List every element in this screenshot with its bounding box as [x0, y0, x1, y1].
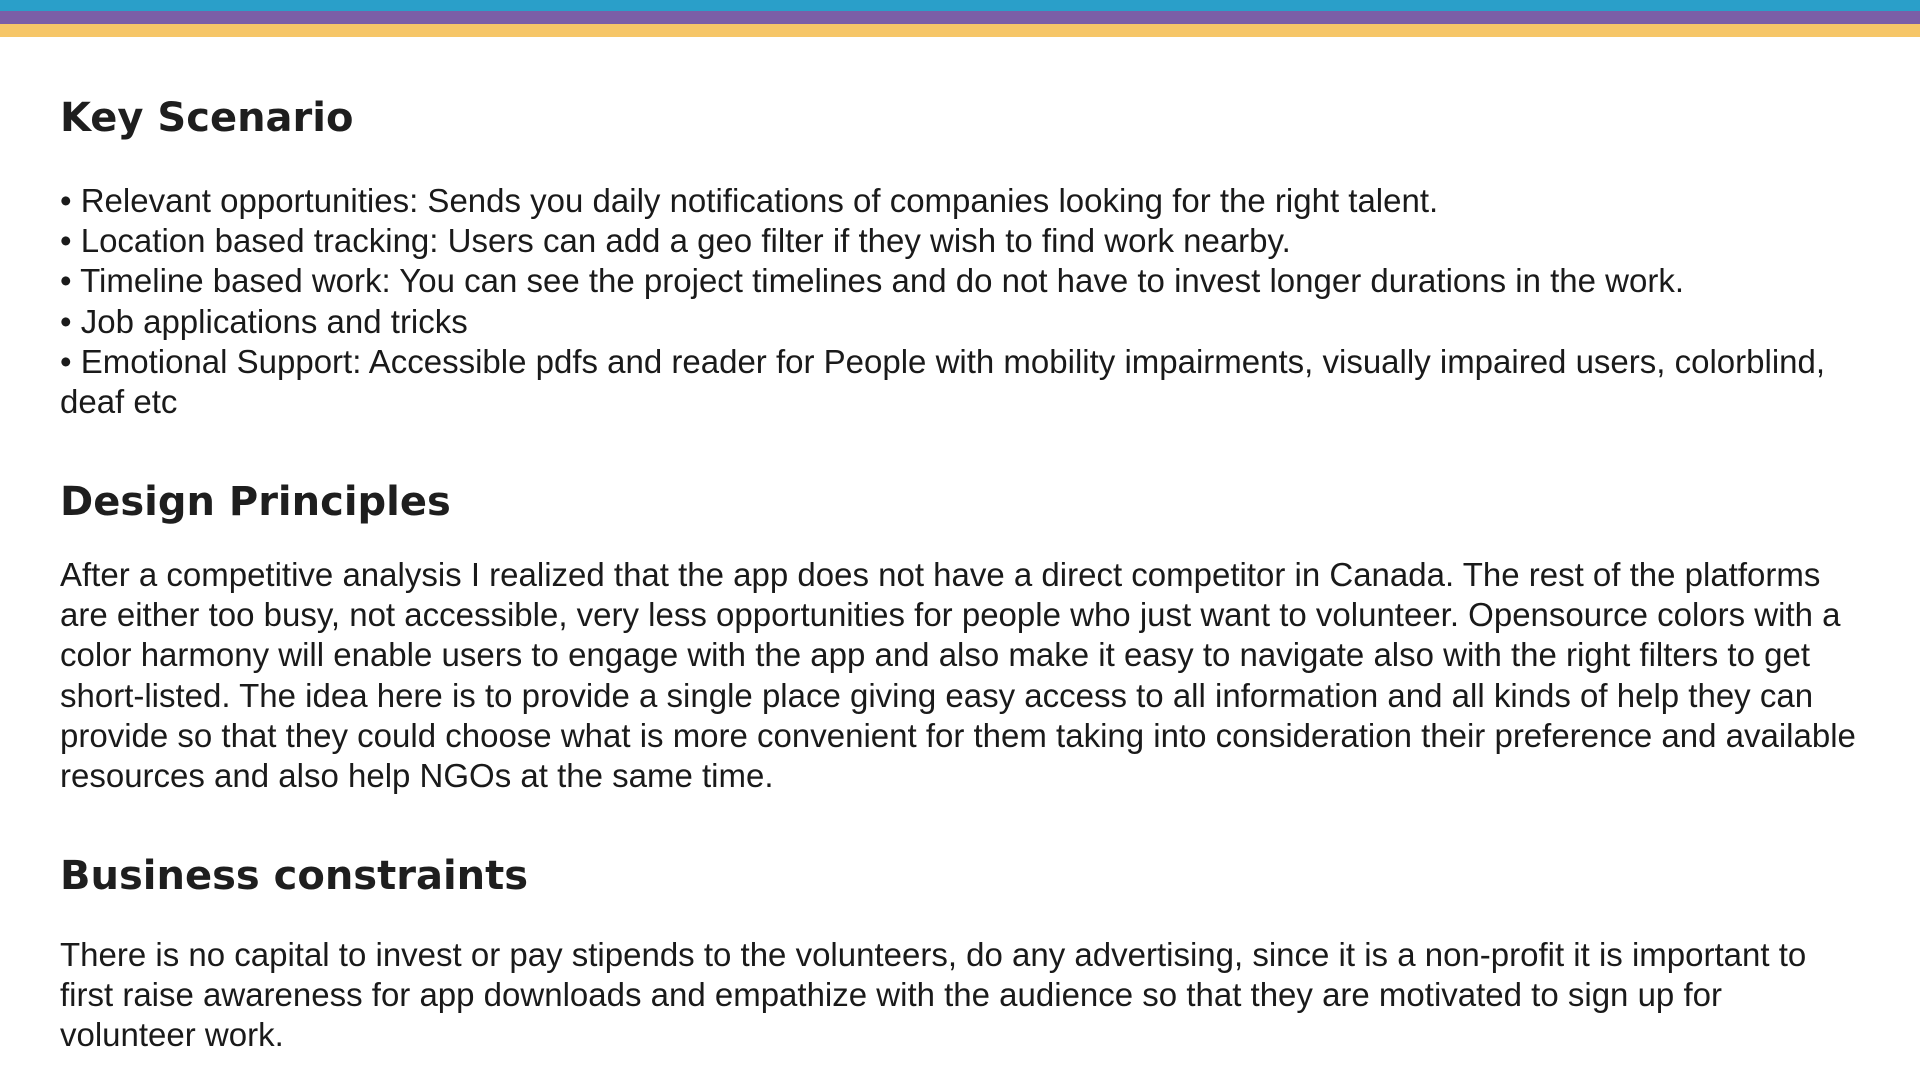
list-item: • Job applications and tricks [60, 302, 468, 340]
list-item: • Emotional Support: Accessible pdfs and reader for People with mobility impairments, visually impaired users, colorblind, deaf etc [60, 342, 1826, 421]
list-item: • Location based tracking: Users can add a geo filter if they wish to find work nearby. [60, 222, 1291, 260]
key-scenario-list [60, 181, 1870, 422]
business-constraints-paragraph: There is no capital to invest or pay stipends to the volunteers, do any advertising, since it is a non-profit it is important to first raise awareness for app downloads and empathize with the audience so that they are motivated to sign up for volunteer work. [60, 936, 1807, 1054]
design-principles-heading: Design Principles [60, 479, 451, 525]
list-item: • Timeline based work: You can see the project timelines and do not have to invest longer durations in the work. [60, 262, 1685, 300]
business-constraints-heading: Business constraints [60, 853, 529, 899]
stripe-purple [0, 11, 1920, 24]
decorative-top-stripes [0, 0, 1920, 37]
stripe-yellow [0, 24, 1920, 37]
key-scenario-heading: Key Scenario [60, 95, 354, 141]
design-principles-paragraph: After a competitive analysis I realized that the app does not have a direct competitor in Canada. The rest of the platforms are either too busy, not accessible, very less opportunities for people who just want to volunteer. Opensource colors with a color harmony will enable users to engage with the app and also make it easy to navigate also with the right filters to get short-listed. The idea here is to provide a single place giving easy access to all information and all kinds of help they can provide so that they could choose what is more convenient for them taking into consideration their preference and available resources and also help NGOs at the same time. [60, 556, 1856, 795]
stripe-blue [0, 0, 1920, 11]
list-item: • Relevant opportunities: Sends you daily notifications of companies looking for the right talent. [60, 182, 1439, 219]
